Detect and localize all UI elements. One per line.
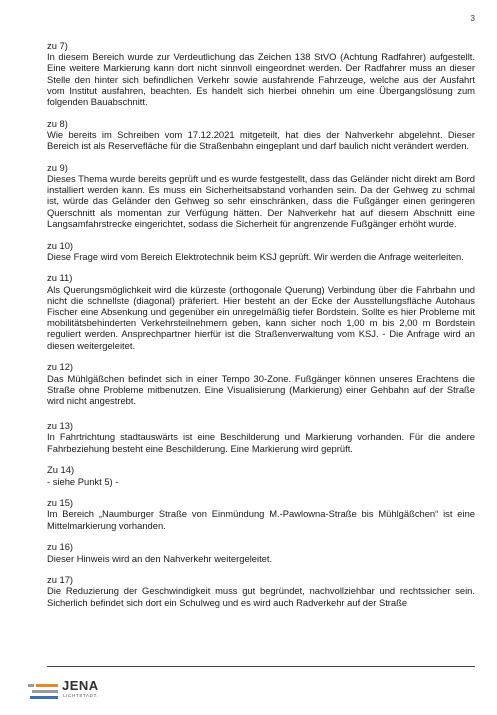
section-heading: zu 7) <box>47 40 68 51</box>
section-heading: zu 13) <box>47 420 74 432</box>
section-text: Wie bereits im Schreiben vom 17.12.2021 mitgeteilt, hat dies der Nahverkehr abgelehnt. Dieser Bereich ist als Reservefläche für die Straßenbahn eingeplant und darf baulich nicht verändert werden. <box>47 128 475 152</box>
section-13 <box>47 420 475 454</box>
section-heading: zu 16) <box>47 541 74 553</box>
logo-stripe-blue <box>30 696 58 699</box>
section-16 <box>47 541 475 563</box>
section-heading: Zu 14) <box>47 464 75 476</box>
section-11 <box>47 272 475 350</box>
section-9 <box>47 162 475 229</box>
section-heading: zu 8) <box>47 117 68 129</box>
jena-logo <box>28 676 118 706</box>
section-text: Dieser Hinweis wird an den Nahverkehr weitergeleitet. <box>47 552 273 564</box>
footer-divider <box>47 666 475 667</box>
section-text: - siehe Punkt 5) - <box>47 475 119 487</box>
section-heading: zu 17) <box>47 574 74 586</box>
section-text: Die Reduzierung der Geschwindigkeit muss gut begründet, nachvollziehbar und rechtssicher sein. Sicherlich befindet sich dort ein Schulweg und es wird auch Radverkehr auf der Straße <box>47 585 475 608</box>
logo-wordmark: JENA <box>62 678 99 693</box>
section-text: Das Mühlgäßchen befindet sich in einer Tempo 30-Zone. Fußgänger können unseres Erachtens die Straße ohne Probleme mitbenutzen. Eine Visualisierung (Markierung) einer Gehbahn auf der Straße wird nicht angestrebt. <box>47 372 475 406</box>
logo-stripe-gray <box>28 684 34 687</box>
section-text: In Fahrtrichtung stadtauswärts ist eine Beschilderung und Markierung vorhanden. Für die andere Fahrbeziehung besteht eine Beschilderung. Eine Markierung wird geprüft. <box>47 431 475 454</box>
section-text: In diesem Bereich wurde zur Verdeutlichung das Zeichen 138 StVO (Achtung Radfahrer) aufgestellt. Eine weitere Markierung kann dort nicht sinnvoll eingeordnet werden. Der Radfahrer muss an dieser Stelle den hinter sich befindlichen Verkehr sowie ausfahrende Fahrzeuge, welche aus der Ausfahrt vom Institut ausfahren, beachten. Es handelt sich hierbei ohnehin um eine Übergangslösung zum folgenden Bauabschnitt. <box>47 51 475 108</box>
section-text: Diese Frage wird vom Bereich Elektrotechnik beim KSJ geprüft. Wir werden die Anfrage weiterleiten. <box>47 250 464 262</box>
section-12 <box>47 361 475 406</box>
section-10 <box>47 240 475 262</box>
section-7 <box>47 40 475 107</box>
section-text: Im Bereich „Naumburger Straße von Einmündung M.-Pawlowna-Straße bis Mühlgäßchen“ ist eine Mittelmarkierung vorhanden. <box>47 508 475 531</box>
logo-stripe-orange <box>36 684 58 687</box>
logo-tagline: LICHTSTADT. <box>63 693 99 698</box>
section-heading: zu 9) <box>47 161 68 173</box>
section-text: Dieses Thema wurde bereits geprüft und es wurde festgestellt, dass das Geländer nicht direkt am Bord installiert werden kann. Es muss ein Sicherheitsabstand vorhanden sein. Da der Gehweg zu schmal ist, würde das Geländer den Gehweg so sehr einschränken, dass die Fußgänger einen geringeren Querschnitt als momentan zur Verfügung hätten. Der Nahverkehr hat auf diesem Abschnitt eine Langsamfahrstrecke eingerichtet, sodass die Sicherheit für angrenzende Fußgänger erhöht wurde. <box>47 173 475 229</box>
logo-stripes-icon <box>28 682 60 704</box>
section-14 <box>47 464 475 486</box>
logo-stripe-gray-2 <box>32 690 58 693</box>
section-17 <box>47 574 475 608</box>
section-8 <box>47 118 475 152</box>
section-heading: zu 15) <box>47 497 74 509</box>
letter-body <box>47 40 475 618</box>
section-text: Als Querungsmöglichkeit wird die kürzeste (orthogonale Querung) Verbindung über die Fahrbahn und nicht die schnellste (diagonal) präferiert. Hier besteht an der Ecke der Ausstellungsfläche Autohaus Fischer eine Absenkung und gegenüber ein unregelmäßig tiefer Bordstein. Sollte es hier Probleme mit mobilitätsbehinderten Verkehrsteilnehmern geben, kann sicher noch 1,00 m bis 2,00 m Bordstein reguliert werden. Ansprechpartner hierfür ist die Straßenverwaltung vom KSJ. - Die Anfrage wird an diesen weitergeleitet. <box>47 283 475 351</box>
section-15 <box>47 497 475 531</box>
page-number: 3 <box>470 14 475 23</box>
section-heading: zu 10) <box>47 239 74 251</box>
section-heading: zu 12) <box>47 361 74 373</box>
section-heading: zu 11) <box>47 272 73 284</box>
